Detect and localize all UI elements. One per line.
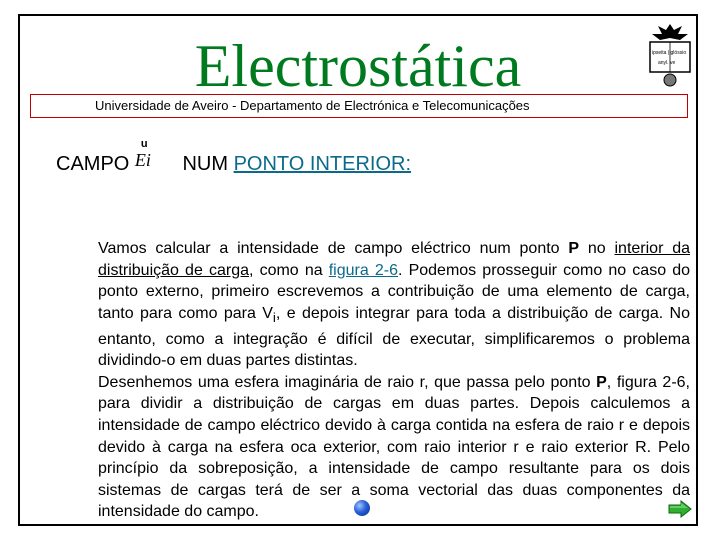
- svg-text:ipseita | glóssio: ipseita | glóssio: [652, 50, 687, 56]
- slide: [18, 14, 698, 526]
- p2-text-a: Desenhemos uma esfera imaginária de raio r, que passa pelo ponto: [98, 373, 597, 391]
- field-symbol-text: Ei: [134, 150, 151, 170]
- field-symbol-accent: u: [140, 138, 148, 150]
- subtitle-banner: [30, 94, 688, 118]
- heading-middle: NUM: [182, 153, 229, 175]
- university-crest-icon: [644, 20, 696, 90]
- green-arrow-right-icon[interactable]: [668, 500, 692, 518]
- p1-text-c: , como na: [249, 261, 329, 279]
- ponto-interior-link[interactable]: PONTO INTERIOR:: [233, 153, 411, 175]
- figure-2-6-link[interactable]: figura 2-6: [328, 261, 399, 279]
- blue-sphere-icon[interactable]: [354, 500, 370, 516]
- interior-distribution-link[interactable]: interior da distribuição de carga: [98, 240, 691, 279]
- paragraph-1: [26, 238, 690, 372]
- p2-text-b: , figura 2-6, para dividir a distribuição de cargas em duas partes. Depois calculemos a intensidade de campo eléctrico devido à carga contida na esfera de raio r e depois devido à carga na esfera oca exterior, com raio interior r e raio exterior R. Pelo princípio da sobreposição, a intensidade de campo resultante para os dois sistemas de cargas terá de ser a soma vectorial das duas componentes da intensidade do campo.: [98, 373, 690, 521]
- p1-point-p: P: [568, 240, 580, 257]
- subtitle-text: Universidade de Aveiro - Departamento de Electrónica e Telecomunicações: [95, 98, 530, 113]
- section-heading: [56, 138, 411, 176]
- p1-subscript-i: i: [272, 309, 276, 325]
- heading-prefix: CAMPO: [56, 153, 130, 175]
- p1-text-e: , e depois integrar para toda a distribuição de carga. No entanto, como a integração é difícil de executar, simplificaremos o problema dividindo-o em duas partes distintas.: [98, 304, 690, 370]
- field-symbol: [134, 138, 177, 174]
- p1-text-d: . Podemos prosseguir como no caso do ponto externo, primeiro escrevemos a contribuição de uma elemento de carga, tanto para como para V: [98, 261, 691, 322]
- p1-text-b: no: [579, 240, 615, 257]
- p1-text-a: Vamos calcular a intensidade de campo eléctrico num ponto: [98, 240, 569, 257]
- svg-text:anyl. ve: anyl. ve: [658, 60, 676, 66]
- body-text: [26, 238, 690, 523]
- p2-point-p: P: [596, 373, 607, 391]
- page-title: Electrostática: [194, 33, 522, 99]
